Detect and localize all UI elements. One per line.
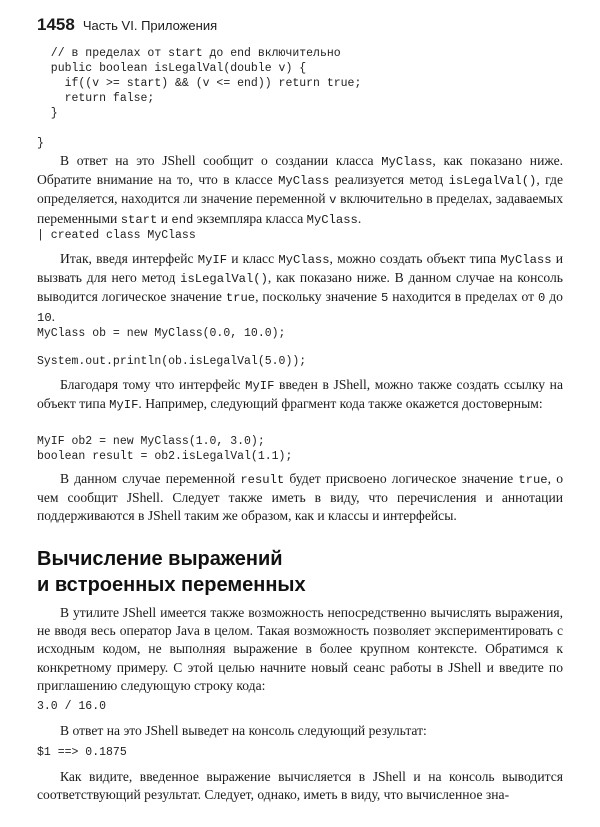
code-result: $1 ==> 0.1875 <box>37 746 127 759</box>
inline-code: MyIF <box>197 253 228 267</box>
section-heading <box>37 546 306 598</box>
code-division: 3.0 / 16.0 <box>37 700 107 713</box>
text: до <box>545 289 563 305</box>
code-created-class: | created class MyClass <box>37 229 196 242</box>
text: , где определяется, находится ли значение переменной <box>37 172 563 207</box>
paragraph-result-explained: Как видите, введенное выражение вычисляется в JShell и на консоль выводится соответствующий результат. Следует, однако, иметь в виду, что вычисленное зна- <box>37 769 563 803</box>
text: В данном случае переменной <box>60 471 241 486</box>
paragraph-myif-reference <box>37 376 563 414</box>
code-new-myclass: MyClass ob = new MyClass(0.0, 10.0); <box>37 327 286 340</box>
inline-code: MyClass <box>381 155 433 169</box>
inline-code: MyIF <box>245 379 275 393</box>
text: введен в JShell, можно также создать ссылку на объект типа <box>37 377 563 412</box>
part-title: Часть VI. Приложения <box>82 18 218 33</box>
inline-code: result <box>240 473 285 487</box>
inline-code: true <box>225 291 256 306</box>
text: и <box>157 210 172 226</box>
text: , о чем сообщит JShell. Следует также иметь в виду, что перечисления и аннотации поддерживаются в JShell таким же образом, как и классы и интерфейсы. <box>37 471 564 524</box>
text: , поскольку значение <box>255 289 382 305</box>
inline-code: 10 <box>37 310 52 325</box>
running-header <box>37 15 217 35</box>
code-myif-ob2: MyIF ob2 = new MyClass(1.0, 3.0); boolean result = ob2.isLegalVal(1.1); <box>37 435 293 463</box>
page-number: 1458 <box>37 15 75 34</box>
text: , как показано ниже. Обратите внимание на то, что в классе <box>37 153 563 188</box>
inline-code: MyClass <box>500 253 552 267</box>
inline-code: isLegalVal() <box>180 272 268 287</box>
heading-line-2: и встроенных переменных <box>37 574 306 596</box>
paragraph-expression-eval: В утилите JShell имеется также возможность непосредственно вычислять выражения, не вводя весь оператор Java в целом. Такая возможность позволяет экспериментировать с исходным кодом, не выполняя выражение в более крупном контексте. Обратимся к конкретному примеру. С этой целью начните новый сеанс работы в JShell и введите по приглашению следующую строку кода: <box>37 605 563 693</box>
text: . Например, следующий фрагмент кода также окажется достоверным: <box>138 396 543 412</box>
inline-code: MyIF <box>109 398 139 413</box>
inline-code: 0 <box>538 291 546 306</box>
code-println: System.out.println(ob.isLegalVal(5.0)); <box>37 355 307 368</box>
inline-code: MyClass <box>306 212 358 227</box>
inline-code: 5 <box>381 291 389 306</box>
paragraph-result-true <box>37 470 563 526</box>
text: . <box>357 210 362 226</box>
text: и класс <box>227 251 279 266</box>
text: В ответ на это JShell сообщит о создании класса <box>60 153 382 168</box>
text: реализуется метод <box>329 172 449 188</box>
heading-line-1: Вычисление выражений <box>37 548 283 570</box>
inline-code: MyClass <box>278 253 330 267</box>
inline-code: end <box>171 212 194 227</box>
text: Итак, введя интерфейс <box>60 251 198 266</box>
text: , как показано ниже. В данном случае на консоль выводится логическое значение <box>37 270 563 305</box>
code-block-isLegalVal: // в пределах от start до end включительно public boolean isLegalVal(double v) { if((v >= start) && (v <= end)) return true; return false; } } <box>37 47 362 150</box>
text: включительно в пределах, задаваемых переменными <box>37 191 563 226</box>
text: находится в пределах от <box>388 289 539 305</box>
text: . <box>51 308 56 324</box>
text: экземпляра класса <box>193 210 307 226</box>
inline-code: MyClass <box>278 174 330 189</box>
inline-code: start <box>120 212 158 227</box>
text: и вызвать для него метод <box>37 251 563 286</box>
paragraph-myclass-created <box>37 152 563 229</box>
inline-code: isLegalVal() <box>448 174 537 189</box>
paragraph-create-object <box>37 250 563 327</box>
text: Благодаря тому что интерфейс <box>60 377 246 392</box>
text: , можно создать объект типа <box>329 251 501 266</box>
inline-code: v <box>329 193 337 208</box>
paragraph-output-intro: В ответ на это JShell выведет на консоль следующий результат: <box>60 723 427 738</box>
text: будет присвоено логическое значение <box>284 471 519 486</box>
inline-code: true <box>518 473 548 487</box>
